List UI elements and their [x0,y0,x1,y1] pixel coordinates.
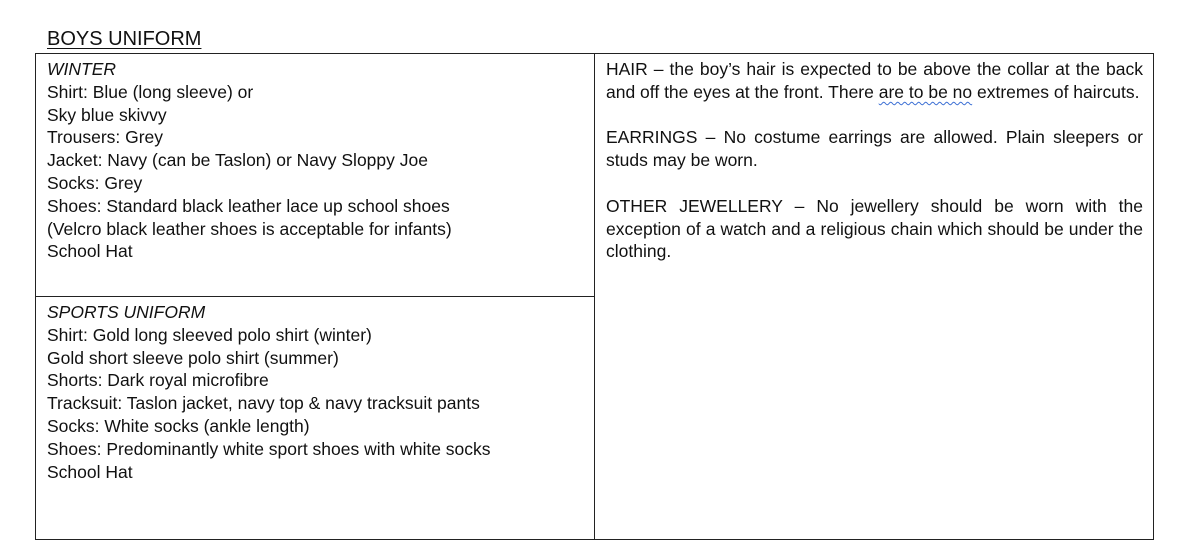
jewellery-rule: OTHER JEWELLERY – No jewellery should be worn with the exception of a watch and a religious chain which should be under the clothing. [606,195,1143,262]
spellcheck-flagged-text[interactable]: are to be no [878,81,973,102]
winter-line: School Hat [47,241,133,262]
winter-line: Shoes: Standard black leather lace up school shoes [47,195,450,216]
sports-line: Shoes: Predominantly white sport shoes with white socks [47,438,491,459]
hair-rule-text-end: extremes of haircuts. [972,81,1140,102]
earrings-rule: EARRINGS – No costume earrings are allowed. Plain sleepers or studs may be worn. [606,127,1143,171]
winter-uniform-cell [36,54,595,297]
sports-line: School Hat [47,461,133,482]
sports-heading: SPORTS UNIFORM [47,302,206,322]
uniform-table [35,53,1154,540]
sports-line: Shorts: Dark royal microfibre [47,370,269,391]
winter-heading: WINTER [47,59,117,79]
document-title: BOYS UNIFORM [47,28,202,50]
winter-line: Jacket: Navy (can be Taslon) or Navy Sloppy Joe [47,150,428,171]
winter-line: Trousers: Grey [47,127,164,148]
sports-line: Gold short sleeve polo shirt (summer) [47,347,339,368]
hair-rule-text: HAIR – the boy’s hair is expected to be above the collar at the back and off the eyes at the front. There [606,59,1143,102]
winter-line: Sky blue skivvy [47,104,167,125]
winter-line: Socks: Grey [47,172,143,193]
sports-line: Socks: White socks (ankle length) [47,415,310,436]
winter-line: (Velcro black leather shoes is acceptable for infants) [47,218,452,239]
sports-uniform-cell [36,297,595,540]
sports-line: Tracksuit: Taslon jacket, navy top & navy tracksuit pants [47,393,480,414]
table-row [36,54,1154,297]
winter-line: Shirt: Blue (long sleeve) or [47,81,254,102]
hair-rule [606,58,1143,104]
sports-line: Shirt: Gold long sleeved polo shirt (winter) [47,324,372,345]
grooming-rules-cell [595,54,1154,540]
